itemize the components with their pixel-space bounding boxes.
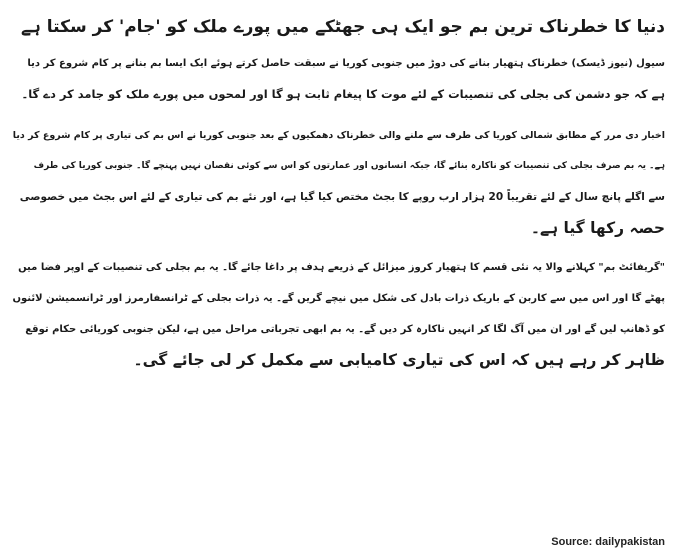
paragraph-line: ہے کہ جو دشمن کی بجلی کی تنصیبات کے لئے موت کا پیغام ثابت ہو گا اور لمحوں میں پورے ملک کو جامد کر دے گا۔ (21, 87, 665, 101)
paragraph-line: اخبار دی مرر کے مطابق شمالی کوریا کی طرف سے ملنے والی خطرناک دھمکیوں کے بعد جنوبی کوریا نے اس بم کی تیاری پر کام شروع کر دیا (12, 130, 665, 141)
article-paragraph-1 (10, 48, 665, 110)
article-headline: دنیا کا خطرناک ترین بم جو ایک ہی جھٹکے میں پورے ملک کو 'جام' کر سکتا ہے (20, 17, 665, 37)
paragraph-line: ظاہر کر رہے ہیں کہ اس کی تیاری کامیابی سے مکمل کر لی جائے گی۔ (133, 351, 665, 369)
paragraph-line: حصہ رکھا گیا ہے۔ (530, 219, 665, 237)
paragraph-line: "گریفائٹ بم" کہلانے والا یہ نئی قسم کا ہتھیار کروز میزائل کے ذریعے ہدف پر داغا جائے گا۔ یہ بم بجلی کی تنصیبات کے اوپر فضا میں (18, 262, 665, 273)
article-paragraph-3 (10, 252, 665, 376)
article-paragraph-2 (10, 120, 665, 244)
paragraph-line: ہے۔ یہ بم صرف بجلی کی تنصیبات کو ناکارہ بنائے گا، جبکہ انسانوں اور عمارتوں کو اس سے کوئی نقصان نہیں پہنچے گا۔ جنوبی کوریا کی طرف (33, 161, 665, 171)
source-credit: Source: dailypakistan (551, 536, 665, 548)
paragraph-line: سے اگلے پانچ سال کے لئے تقریباً 20 ہزار ارب روپے کا بجٹ مختص کیا گیا ہے، اور نئے بم کی تیاری کے لئے اس بجٹ میں خصوصی (19, 191, 665, 203)
paragraph-line: سیول (نیوز ڈیسک) خطرناک ہتھیار بنانے کی دوڑ میں جنوبی کوریا نے سبقت حاصل کرتے ہوئے ایک ایسا بم بنانے پر کام شروع کر دیا (27, 58, 665, 69)
paragraph-line: کو ڈھانپ لیں گے اور ان میں آگ لگا کر انہیں ناکارہ کر دیں گے۔ یہ بم ابھی تجرباتی مراحل میں ہے، لیکن جنوبی کوریائی حکام توقع (25, 324, 665, 335)
paragraph-line: پھٹے گا اور اس میں سے کاربن کے باریک ذرات بادل کی شکل میں نیچے گریں گے۔ یہ ذرات بجلی کے ٹرانسفارمرز اور ٹرانسمیشن لائنوں (12, 293, 665, 304)
